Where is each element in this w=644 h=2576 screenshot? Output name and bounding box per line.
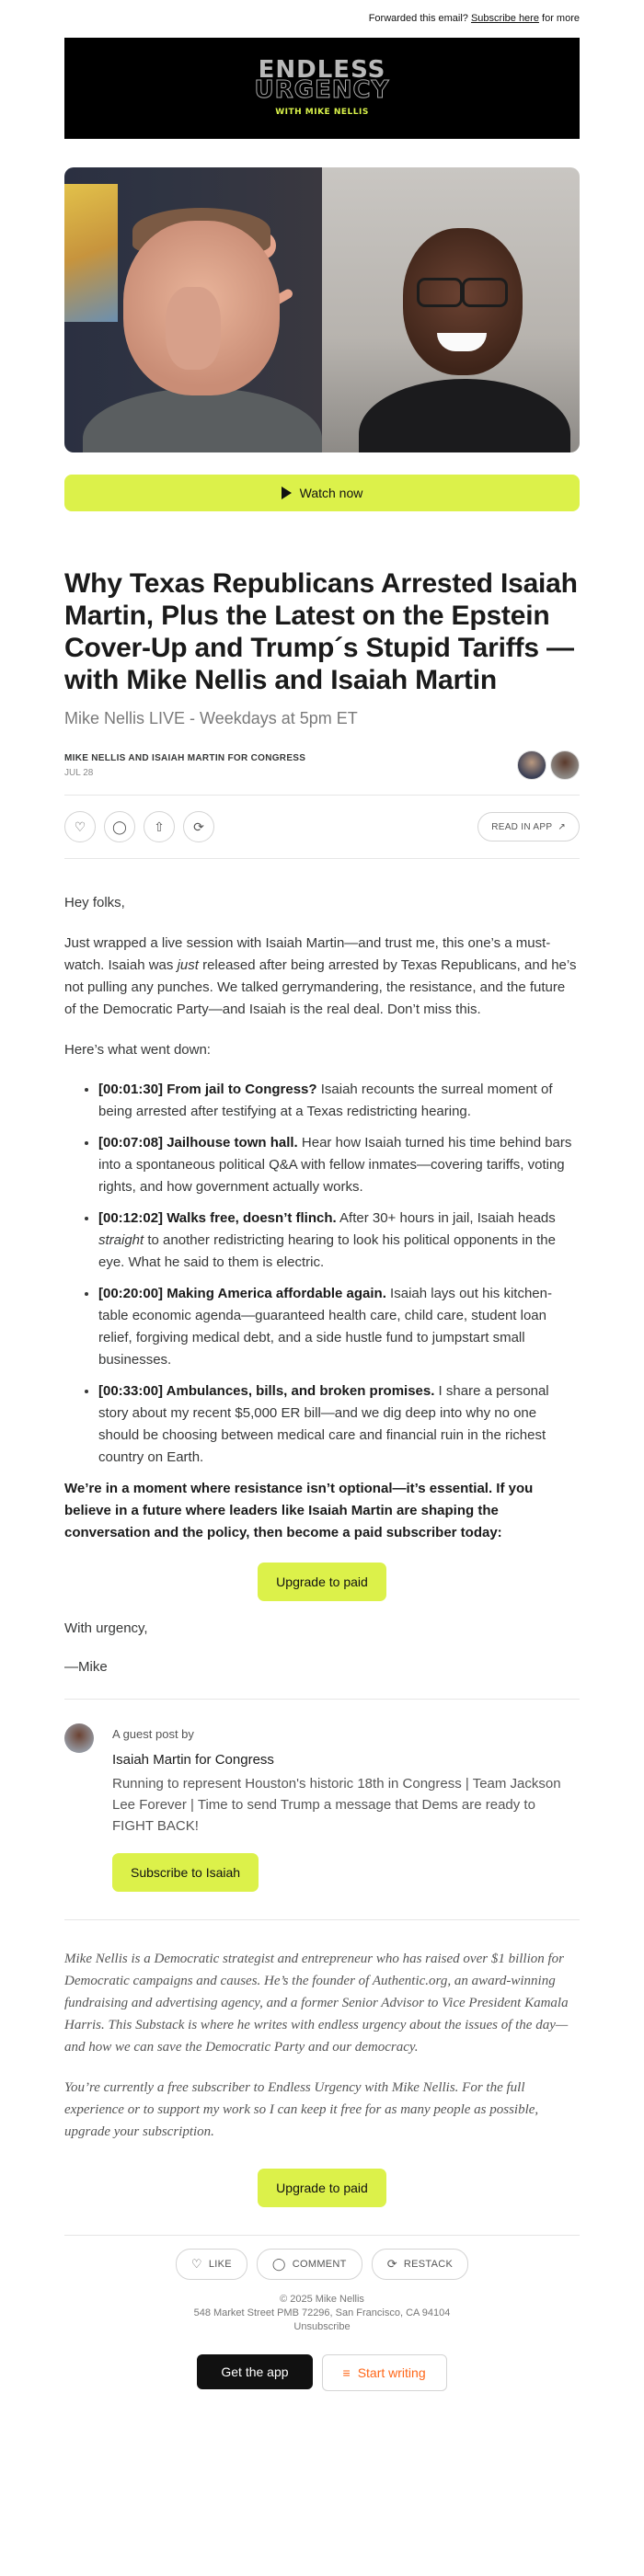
guest-label: A guest post by xyxy=(112,1727,194,1741)
list-item: • [00:07:08] Jailhouse town hall. Hear how Isaiah turned his time behind bars into a spontaneous political Q&A with fellow inmates—covering tariffs, voting rights, and how government actually works. xyxy=(98,1132,580,1198)
divider xyxy=(64,858,580,859)
signoff: With urgency, xyxy=(64,1620,148,1636)
subscribe-to-isaiah-button[interactable]: Subscribe to Isaiah xyxy=(112,1853,259,1892)
byline xyxy=(64,750,580,780)
address: 548 Market Street PMB 72296, San Francisco, CA 94104 xyxy=(193,2307,451,2318)
like-button[interactable]: ♡ LIKE xyxy=(176,2249,247,2280)
greeting: Hey folks, xyxy=(64,895,125,910)
post-actions xyxy=(64,796,580,858)
like-icon[interactable]: ♡ xyxy=(64,811,96,842)
subscriber-note: You’re currently a free subscriber to Endless Urgency with Mike Nellis. For the full experience or to support my work so I can keep it free for as many people as possible, upgrade your subscription. xyxy=(64,2080,539,2139)
avatar[interactable] xyxy=(550,750,580,780)
avatar[interactable] xyxy=(517,750,546,780)
logo-line-3: WITH MIKE NELLIS xyxy=(275,108,369,117)
list-item: • [00:33:00] Ambulances, bills, and broken promises. I share a personal story about my recent $5,000 ER bill—and we dig deep into why no one should be choosing between medical care and financial ruin in the richest country on Earth. xyxy=(98,1380,580,1469)
copyright: © 2025 Mike Nellis xyxy=(280,2294,364,2305)
watch-now-label: Watch now xyxy=(299,486,363,500)
video-pane-mike xyxy=(64,167,322,452)
restack-icon[interactable]: ⟳ xyxy=(183,811,214,842)
forwarded-prefix: Forwarded this email? xyxy=(368,13,468,24)
read-in-app-button[interactable] xyxy=(477,812,580,841)
cta-paragraph: We’re in a moment where resistance isn’t optional—it’s essential. If you believe in a future where leaders like Isaiah Martin are shaping the conversation and the policy, then become a paid subscriber today: xyxy=(64,1481,534,1540)
upgrade-to-paid-button[interactable]: Upgrade to paid xyxy=(258,1563,386,1601)
divider xyxy=(64,1919,580,1920)
footer xyxy=(64,2293,580,2334)
start-writing-button[interactable] xyxy=(322,2354,447,2391)
post-title[interactable]: Why Texas Republicans Arrested Isaiah Martin, Plus the Latest on the Epstein Cover-Up and Trump´s Stupid Tariffs — with Mike Nellis and Isaiah Martin xyxy=(64,568,578,695)
engagement-row xyxy=(64,2249,580,2280)
guest-post-card xyxy=(64,1727,580,1892)
forwarded-suffix: for more xyxy=(542,13,580,24)
divider xyxy=(64,1699,580,1700)
arrow-up-right-icon: ↗ xyxy=(558,821,566,832)
post-authors[interactable]: MIKE NELLIS AND ISAIAH MARTIN FOR CONGRESS xyxy=(64,752,306,763)
start-writing-label: Start writing xyxy=(357,2365,426,2380)
newsletter-logo[interactable] xyxy=(64,38,580,139)
subscribe-link[interactable]: Subscribe here xyxy=(470,13,539,24)
list-item: • [00:01:30] From jail to Congress? Isaiah recounts the surreal moment of being arrested after testifying at a Texas redistricting hearing. xyxy=(98,1079,580,1123)
restack-button[interactable]: ⟳ RESTACK xyxy=(372,2249,468,2280)
read-in-app-label: READ IN APP xyxy=(491,821,553,832)
restack-icon: ⟳ xyxy=(386,2257,397,2271)
unsubscribe-link[interactable]: Unsubscribe xyxy=(293,2321,351,2332)
play-icon xyxy=(282,487,292,499)
substack-logo-icon: ≡ xyxy=(342,2365,351,2380)
comment-icon[interactable]: ◯ xyxy=(104,811,135,842)
heart-icon: ♡ xyxy=(190,2257,202,2271)
post-date: JUL 28 xyxy=(64,767,94,778)
guest-description: Running to represent Houston's historic 18th in Congress | Team Jackson Lee Forever | Time to send Trump a message that Dems are ready to FIGHT BACK! xyxy=(112,1776,561,1834)
post-body xyxy=(64,892,580,1678)
get-the-app-button[interactable]: Get the app xyxy=(197,2354,312,2389)
forwarded-line xyxy=(64,0,580,29)
upgrade-to-paid-button[interactable]: Upgrade to paid xyxy=(258,2169,386,2207)
author-bio: Mike Nellis is a Democratic strategist and entrepreneur who has raised over $1 billion for Democratic campaigns and causes. He’s the founder of Authentic.org, an award-winning fundraising and advertising agency, and a former Senior Advisor to Vice President Kamala Harris. This Substack is where he writes with endless urgency about the issues of the day—and how we can save the Democratic Party and our democracy. xyxy=(64,1952,569,2055)
footer-buttons xyxy=(64,2354,580,2391)
list-item: • [00:12:02] Walks free, doesn’t flinch. After 30+ hours in jail, Isaiah heads straight to another redistricting hearing to look his political opponents in the eye. What he said to them is electric. xyxy=(98,1208,580,1274)
video-thumbnail[interactable] xyxy=(64,167,580,452)
logo-line-2: URGENCY xyxy=(254,76,390,104)
intro-paragraph: Just wrapped a live session with Isaiah Martin—and trust me, this one’s a must-watch. Isaiah was just released after being arrested by Texas Republicans, and he’s not pulling any punches. We talked gerrymandering, the resistance, and the future of the Democratic Party—and Isaiah is the real deal. Don’t miss this. xyxy=(64,935,577,1017)
watch-now-button[interactable] xyxy=(64,475,580,511)
post-subtitle: Mike Nellis LIVE - Weekdays at 5pm ET xyxy=(64,709,358,727)
signature: —Mike xyxy=(64,1659,108,1675)
guest-name[interactable]: Isaiah Martin for Congress xyxy=(112,1752,274,1768)
comment-button[interactable]: ◯ COMMENT xyxy=(257,2249,362,2280)
comment-icon: ◯ xyxy=(271,2257,286,2271)
video-pane-isaiah xyxy=(322,167,580,452)
divider xyxy=(64,2235,580,2236)
avatar[interactable] xyxy=(64,1723,94,1753)
logo-line-1: ENDLESS xyxy=(258,56,386,84)
list-heading: Here’s what went down: xyxy=(64,1042,211,1058)
list-item: • [00:20:00] Making America affordable again. Isaiah lays out his kitchen-table economic agenda—guaranteed health care, child care, student loan relief, forgiving medical debt, and a side hustle fund to jumpstart small businesses. xyxy=(98,1283,580,1371)
timestamp-list xyxy=(64,1079,580,1469)
share-icon[interactable]: ⇧ xyxy=(144,811,175,842)
